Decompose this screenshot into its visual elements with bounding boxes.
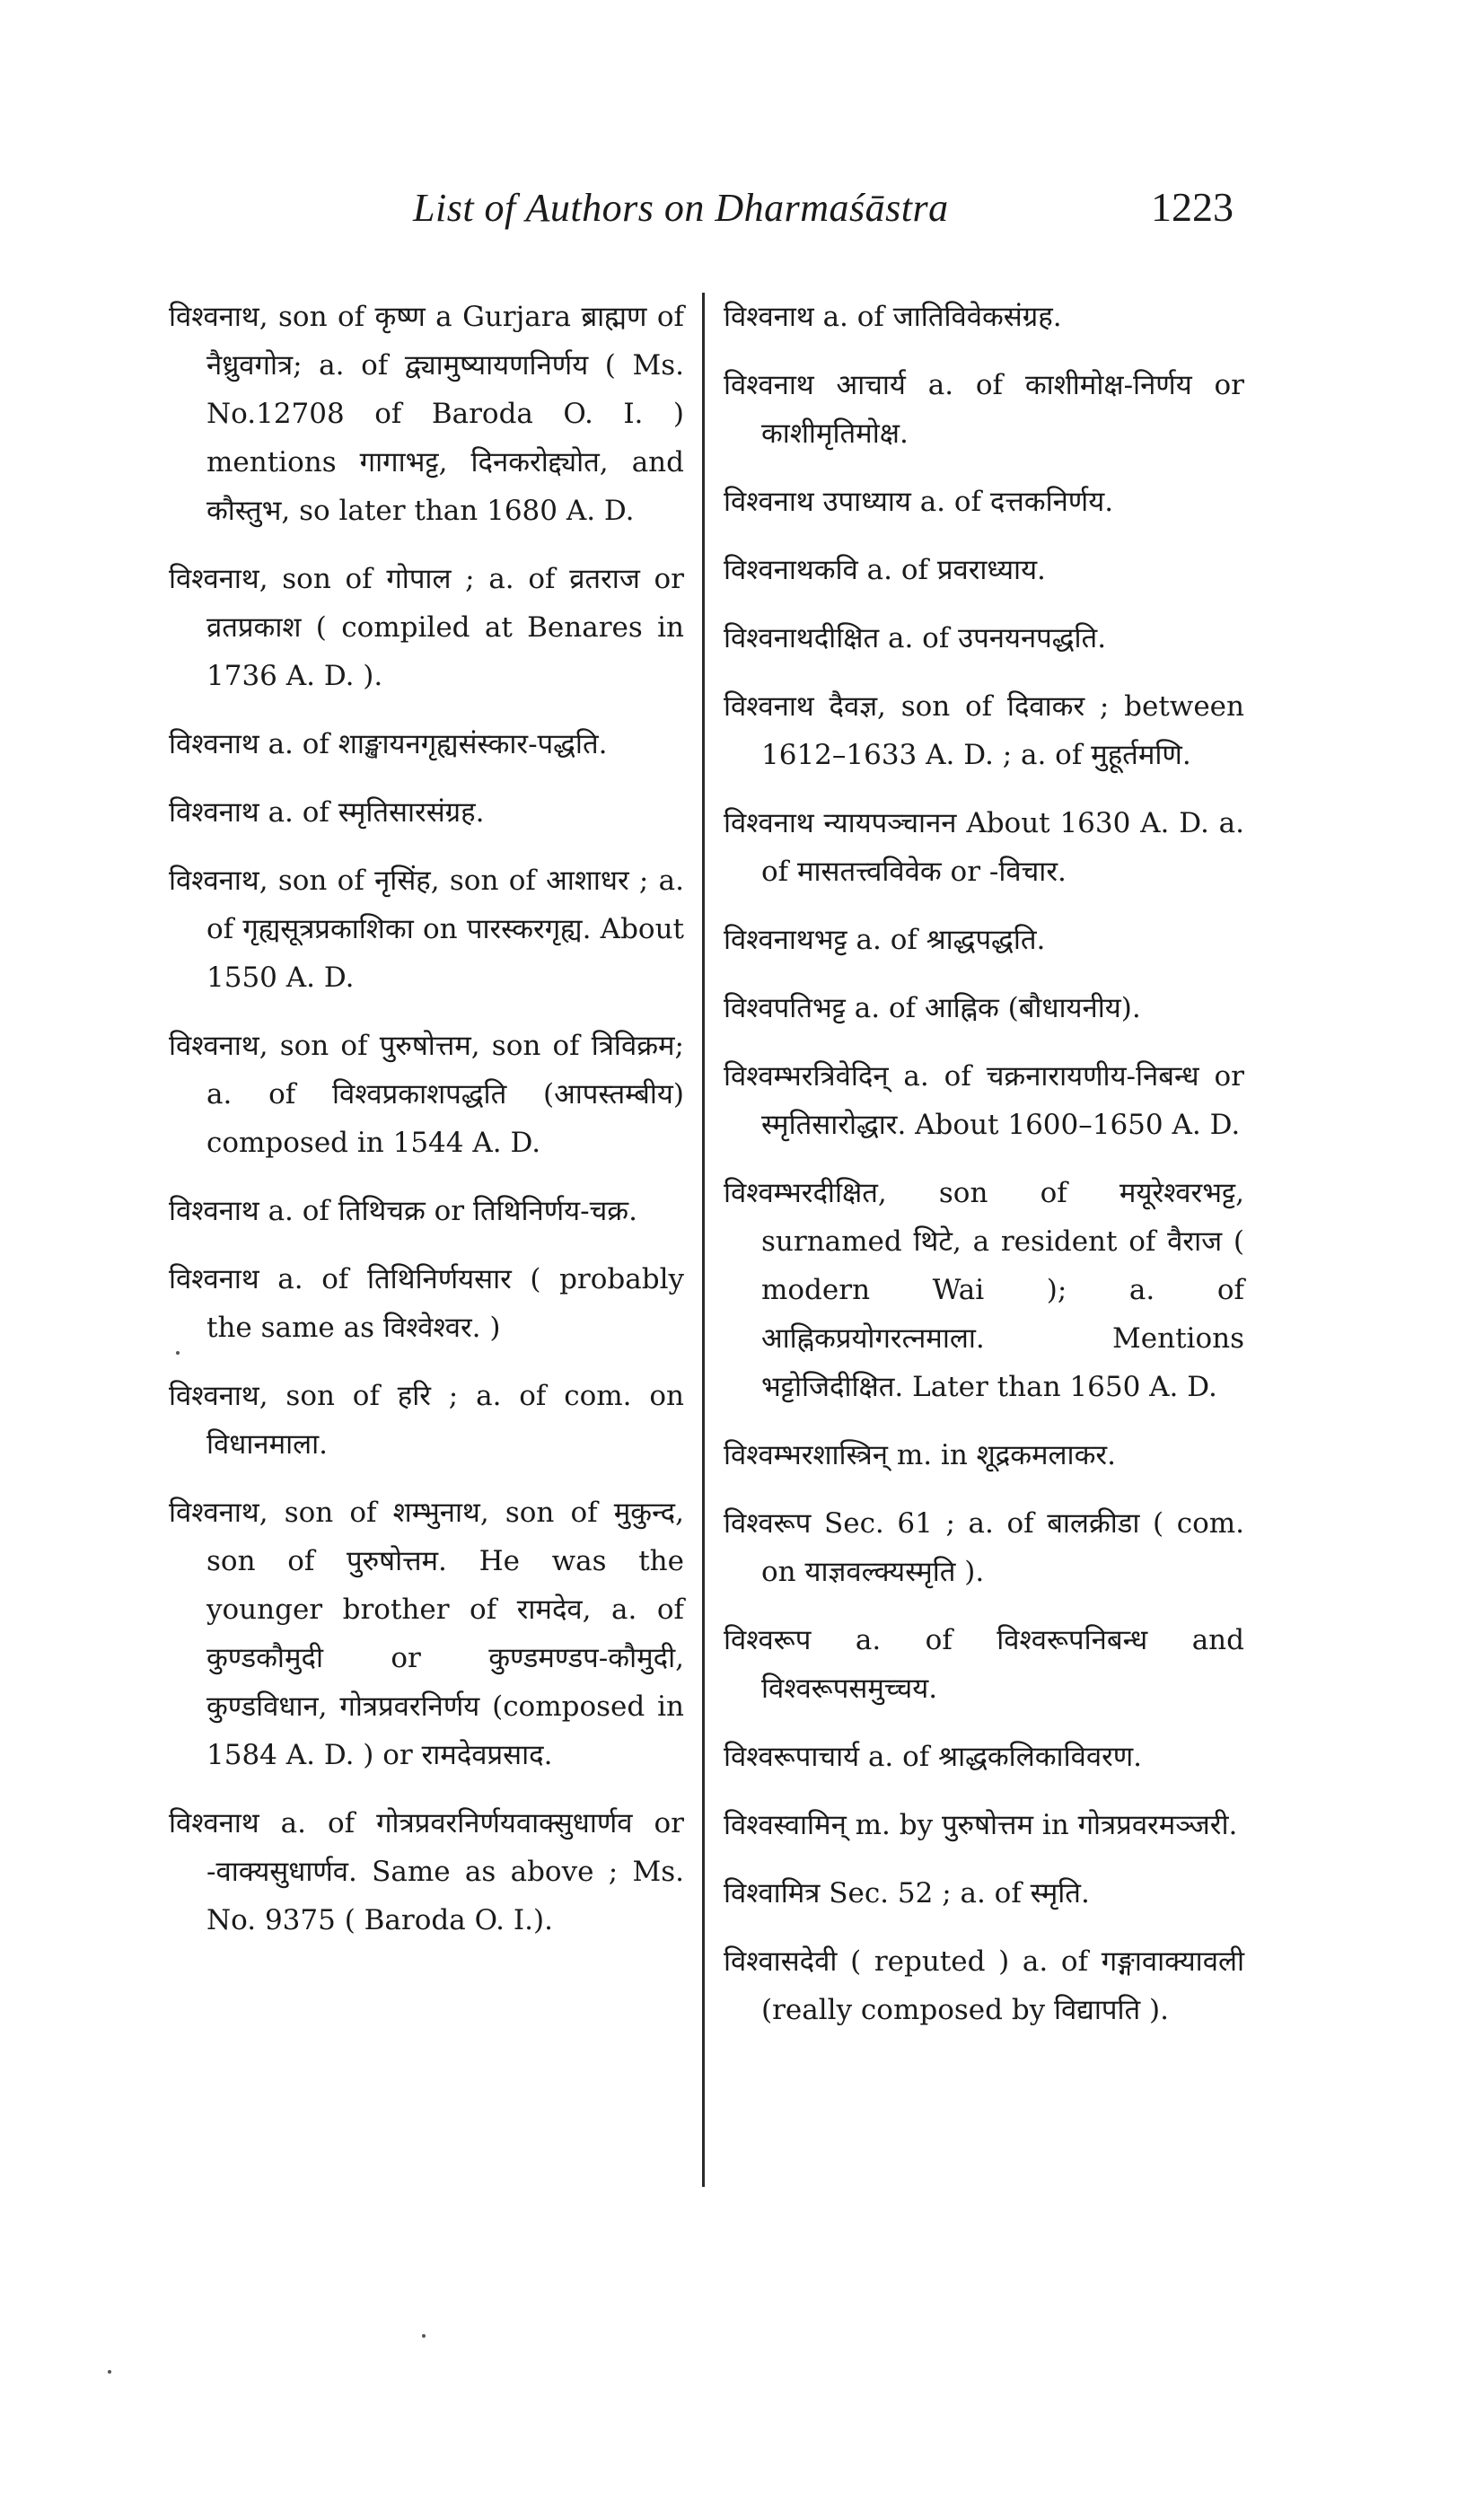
author-entry: विश्वनाथदीक्षित a. of उपनयनपद्धति. <box>724 622 1107 654</box>
author-entry: विश्वनाथ, son of पुरुषोत्तम, son of त्रिविक्रम; a. of विश्वप्रकाशपद्धति (आपस्तम्बीय) composed in 1544 A. D. <box>169 1030 684 1159</box>
author-entry: विश्वरूप Sec. 61 ; a. of बालक्रीडा ( com. on याज्ञवल्क्यस्मृति ). <box>724 1507 1244 1588</box>
right-column <box>724 293 1244 2034</box>
left-column <box>169 293 684 1945</box>
author-entry: विश्वनाथ, son of कृष्ण a Gurjara ब्राह्मण of नैध्रुवगोत्र; a. of द्व्यामुष्यायणनिर्णय ( Ms. No.12708 of Baroda O. I. ) mentions गागाभट्ट, दिनकरोद्द्योत, and कौस्तुभ, so later than 1680 A. D. <box>169 301 684 527</box>
author-entry: विश्वनाथ दैवज्ञ, son of दिवाकर ; between 1612–1633 A. D. ; a. of मुहूर्तमणि. <box>724 690 1244 771</box>
author-entry: विश्वनाथ, son of शम्भुनाथ, son of मुकुन्द, son of पुरुषोत्तम. He was the younger brother of रामदेव, a. of कुण्डकौमुदी or कुण्डमण्डप-कौमुदी, कुण्डविधान, गोत्रप्रवरनिर्णय (composed in 1584 A. D. ) or रामदेवप्रसाद. <box>169 1497 684 1771</box>
running-head <box>0 176 1484 248</box>
scan-speck <box>108 2370 111 2374</box>
author-entry: विश्वनाथ a. of तिथिचक्र or तिथिनिर्णय-चक्र. <box>169 1195 637 1227</box>
author-entry: विश्वनाथ, son of नृसिंह, son of आशाधर ; a. of गृह्यसूत्रप्रकाशिका on पारस्करगृह्य. About 1550 A. D. <box>169 865 684 994</box>
author-entry: विश्वनाथ आचार्य a. of काशीमोक्ष-निर्णय or काशीमृतिमोक्ष. <box>724 369 1244 450</box>
author-entry: विश्वनाथ उपाध्याय a. of दत्तकनिर्णय. <box>724 486 1114 518</box>
page-number: 1223 <box>1151 184 1234 230</box>
running-head-title: List of Authors on Dharmaśāstra <box>413 186 949 230</box>
author-entry: विश्वनाथ a. of जातिविवेकसंग्रह. <box>724 301 1062 333</box>
author-entry: विश्वामित्र Sec. 52 ; a. of स्मृति. <box>724 1877 1090 1909</box>
author-entry: विश्वरूपाचार्य a. of श्राद्धकलिकाविवरण. <box>724 1741 1143 1773</box>
author-entry: विश्वनाथ न्यायपञ्चानन About 1630 A. D. a. of मासतत्त्वविवेक or -विचार. <box>724 807 1244 888</box>
author-entry: विश्वासदेवी ( reputed ) a. of गङ्गावाक्यावली (really composed by विद्यापति ). <box>724 1945 1244 2026</box>
author-entry: विश्वनाथ a. of स्मृतिसारसंग्रह. <box>169 796 485 829</box>
author-entry: विश्वनाथभट्ट a. of श्राद्धपद्धति. <box>724 924 1046 956</box>
author-entry: विश्वरूप a. of विश्वरूपनिबन्ध and विश्वरूपसमुच्चय. <box>724 1624 1244 1705</box>
author-entry: विश्वनाथ, son of हरि ; a. of com. on विधानमाला. <box>169 1380 684 1461</box>
scan-speck <box>422 2334 426 2338</box>
author-entry: विश्वपतिभट्ट a. of आह्निक (बौधायनीय). <box>724 992 1141 1024</box>
column-divider <box>702 293 705 2187</box>
author-entry: विश्वनाथ a. of शाङ्खायनगृह्यसंस्कार-पद्धति. <box>169 728 608 760</box>
author-entry: विश्वनाथ, son of गोपाल ; a. of व्रतराज or व्रतप्रकाश ( compiled at Benares in 1736 A. D. ). <box>169 563 684 692</box>
author-entry: विश्वनाथकवि a. of प्रवराध्याय. <box>724 554 1046 586</box>
scan-speck <box>176 1351 180 1355</box>
author-entry: विश्वम्भरत्रिवेदिन् a. of चक्रनारायणीय-निबन्ध or स्मृतिसारोद्धार. About 1600–1650 A. D. <box>724 1060 1244 1141</box>
author-entry: विश्वनाथ a. of गोत्रप्रवरनिर्णयवाक्सुधार्णव or -वाक्यसुधार्णव. Same as above ; Ms. No. 9375 ( Baroda O. I.). <box>169 1807 684 1936</box>
author-entry: विश्वम्भरदीक्षित, son of मयूरेश्वरभट्ट, surnamed थिटे, a resident of वैराज ( modern Wai ); a. of आह्निकप्रयोगरत्नमाला. Mentions भट्टोजिदीक्षित. Later than 1650 A. D. <box>724 1177 1244 1403</box>
author-entry: विश्वस्वामिन् m. by पुरुषोत्तम in गोत्रप्रवरमञ्जरी. <box>724 1809 1238 1841</box>
author-entry: विश्वनाथ a. of तिथिनिर्णयसार ( probably the same as विश्वेश्वर. ) <box>169 1263 684 1344</box>
author-entry: विश्वम्भरशास्त्रिन् m. in शूद्रकमलाकर. <box>724 1439 1116 1471</box>
